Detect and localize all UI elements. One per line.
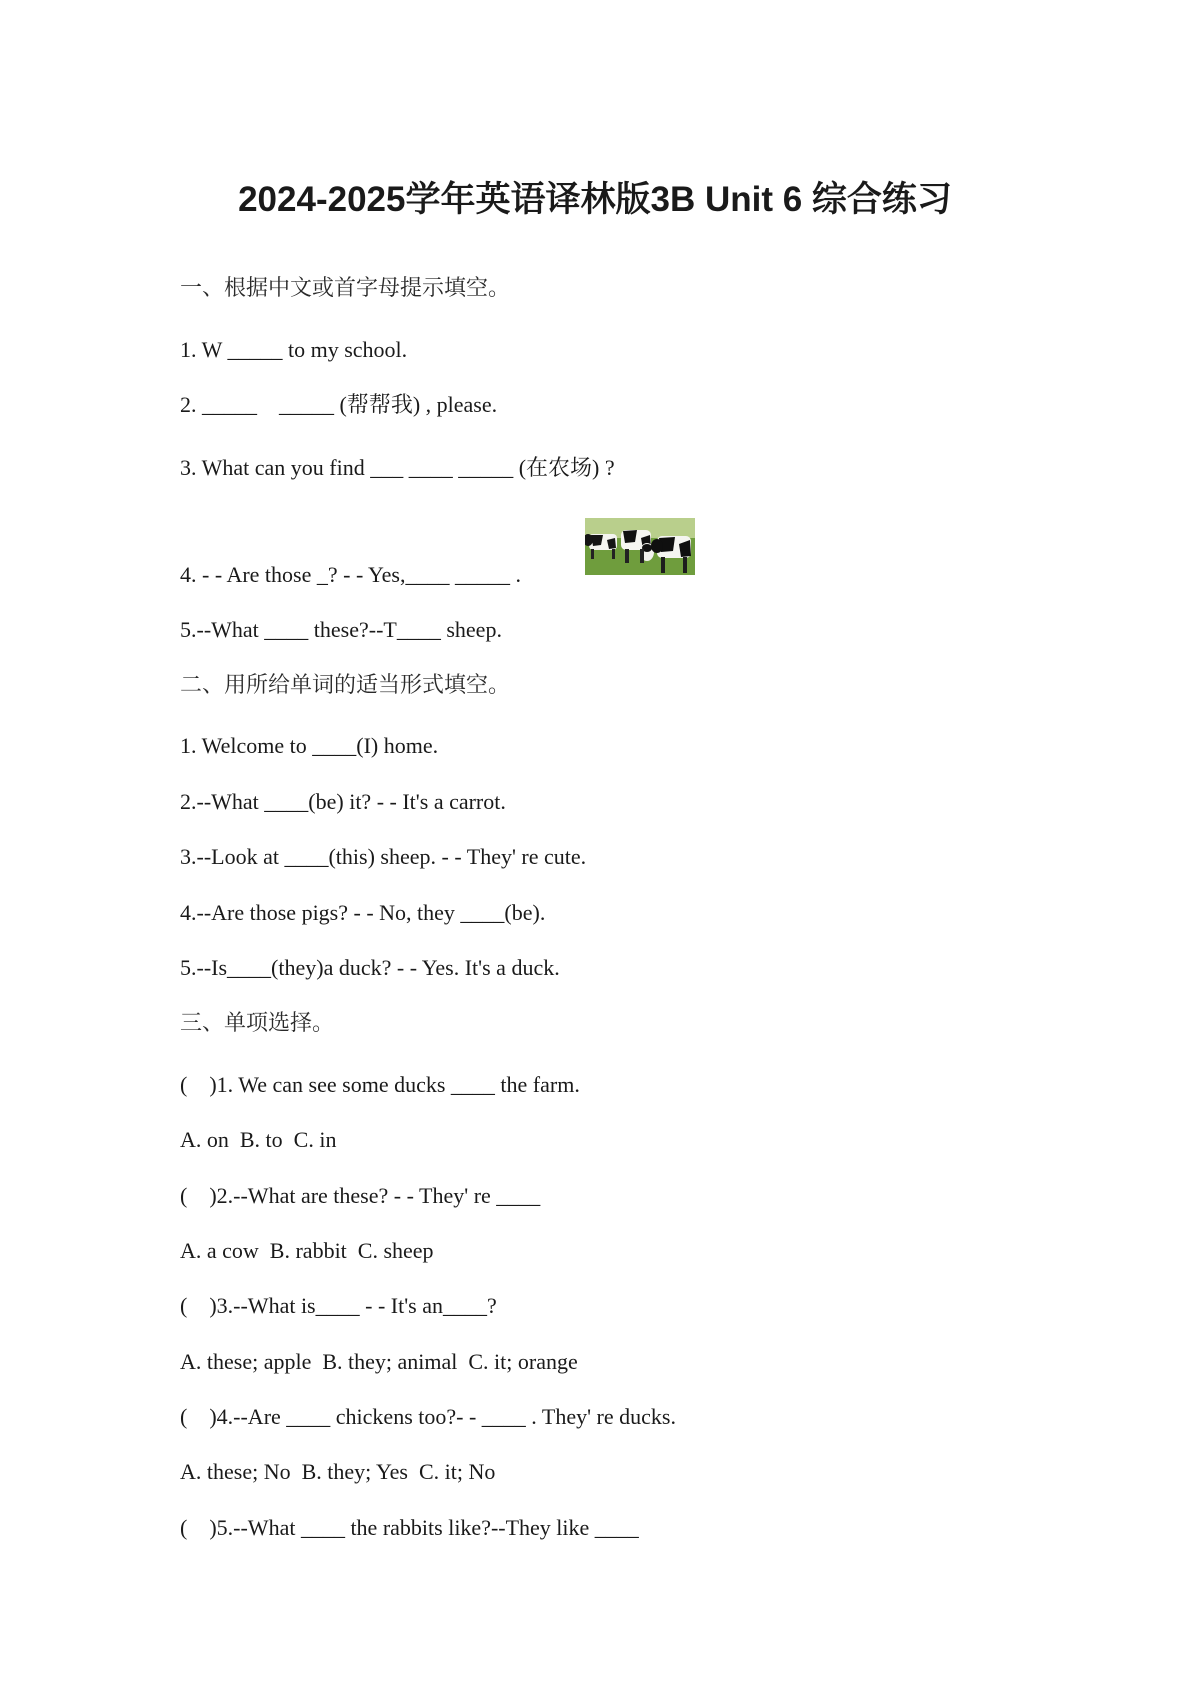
s1-question-2: 2. _____ _____ (帮帮我) , please. <box>180 392 498 417</box>
s2-question-3: 3.--Look at ____(this) sheep. - - They' re cute. <box>180 844 587 869</box>
s1-question-1: 1. W _____ to my school. <box>180 337 408 362</box>
section-3-heading: 三、单项选择。 <box>180 1010 335 1035</box>
section-1-heading: 一、根据中文或首字母提示填空。 <box>180 275 511 300</box>
s3-question-1-options: A. on B. to C. in <box>180 1127 337 1152</box>
s1-question-3: 3. What can you find ___ ____ _____ (在农场) ? <box>180 455 615 480</box>
s2-question-5: 5.--Is____(they)a duck? - - Yes. It's a duck. <box>180 955 560 980</box>
s3-question-4-options: A. these; No B. they; Yes C. it; No <box>180 1459 496 1484</box>
section-2-heading: 二、用所给单词的适当形式填空。 <box>180 672 511 697</box>
page-title: 2024-2025学年英语译林版3B Unit 6 综合练习 <box>238 180 952 219</box>
s1-question-5: 5.--What ____ these?--T____ sheep. <box>180 617 502 642</box>
s2-question-1: 1. Welcome to ____(I) home. <box>180 733 439 758</box>
s3-question-1: ( )1. We can see some ducks ____ the farm. <box>180 1072 580 1097</box>
s3-question-2-options: A. a cow B. rabbit C. sheep <box>180 1238 434 1263</box>
cows-photo <box>585 518 695 575</box>
s3-question-3-options: A. these; apple B. they; animal C. it; orange <box>180 1349 578 1374</box>
s2-question-2: 2.--What ____(be) it? - - It's a carrot. <box>180 789 506 814</box>
s3-question-5: ( )5.--What ____ the rabbits like?--They like ____ <box>180 1515 639 1540</box>
s3-question-3: ( )3.--What is____ - - It's an____? <box>180 1293 497 1318</box>
s3-question-2: ( )2.--What are these? - - They' re ____ <box>180 1183 541 1208</box>
s1-question-4: 4. - - Are those _? - - Yes,____ _____ . <box>180 562 521 587</box>
s2-question-4: 4.--Are those pigs? - - No, they ____(be). <box>180 900 546 925</box>
s3-question-4: ( )4.--Are ____ chickens too?- - ____ . They' re ducks. <box>180 1404 676 1429</box>
